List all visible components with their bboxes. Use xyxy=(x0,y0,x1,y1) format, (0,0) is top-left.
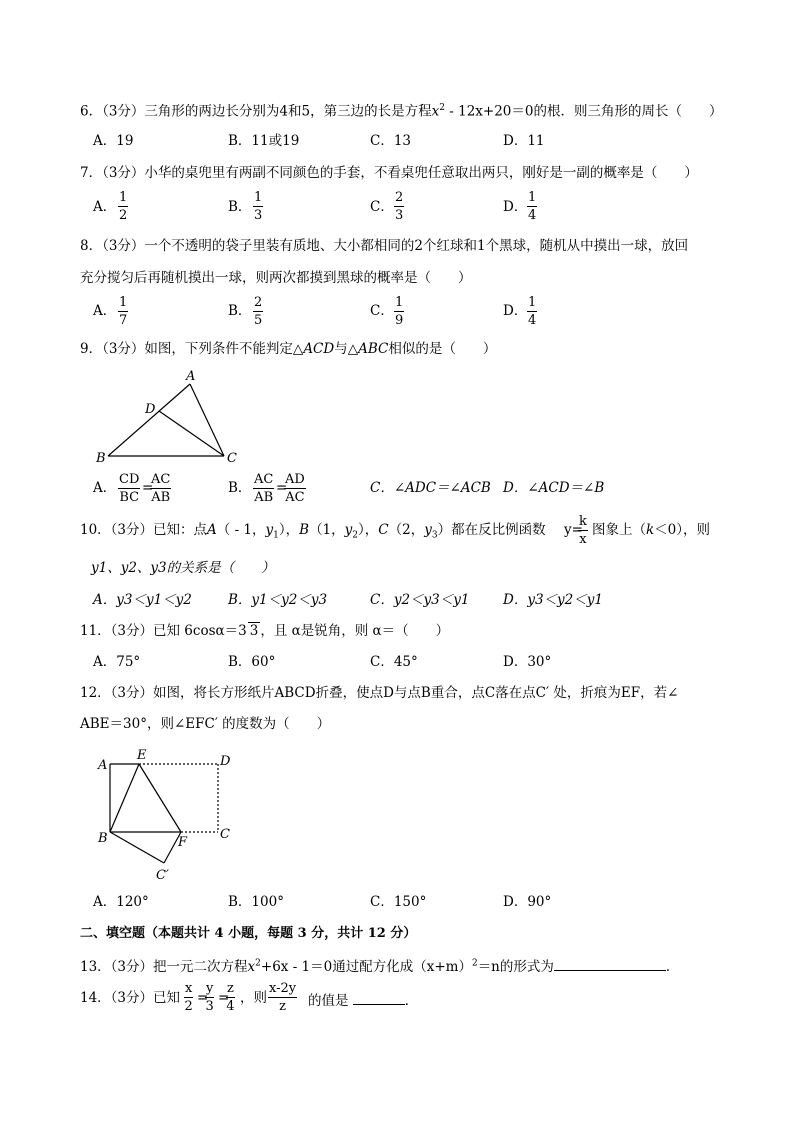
q10-option-a[interactable]: A．y3＜y1＜y2 xyxy=(93,592,192,608)
q9-option-b-label[interactable]: B． xyxy=(228,480,252,496)
q6-option-c[interactable]: C．13 xyxy=(370,133,412,149)
q7-option-c-label[interactable]: C． xyxy=(370,199,394,215)
q12-crease-ef xyxy=(139,764,181,832)
q10-stem-line2: y1、y2、y3的关系是（ ） xyxy=(91,560,275,576)
q14-stem-end: 的值是 ． xyxy=(308,993,419,1009)
q8-option-b-fraction: $\frac{2}{5}$ xyxy=(254,295,263,328)
q6-option-d[interactable]: D．11 xyxy=(503,133,545,149)
q12-segment-bc2 xyxy=(110,832,164,863)
q9-label-a: A xyxy=(186,369,196,384)
q9-stem: 9．（3分）如图，下列条件不能判定△ACD与△ABC相似的是（ ） xyxy=(80,341,497,357)
q12-fold-figure xyxy=(92,748,242,883)
q8-option-a-fraction: $\frac{1}{7}$ xyxy=(119,295,128,328)
q7-option-d-label[interactable]: D． xyxy=(503,199,528,215)
section-fill-in-blank-heading: 二、填空题（本题共计 4 小题，每题 3 分，共计 12 分） xyxy=(80,926,417,941)
q9-label-c: C xyxy=(227,451,237,466)
q9-option-b-fraction-2: $\frac{AD}{AC}$ xyxy=(285,472,305,505)
q7-option-a-label[interactable]: A． xyxy=(93,199,117,215)
q9-option-a-fraction-2: $\frac{AC}{AB}$ xyxy=(151,472,171,505)
q8-stem-line1: 8．（3分）一个不透明的袋子里装有质地、大小都相同的2个红球和1个黑球，随机从中摸出一球，放回 xyxy=(80,238,689,254)
q11-stem: 11．（3分）已知 6cosα＝3 3 ，且 α是锐角，则 α＝（ ） xyxy=(80,623,450,639)
q12-label-e: E xyxy=(137,748,147,763)
q13-answer-blank[interactable] xyxy=(554,958,666,971)
q7-option-a-fraction: $\frac{1}{2}$ xyxy=(119,190,128,223)
q9-label-d: D xyxy=(145,402,156,417)
q14-fraction-z4: $\frac{z}{4}$ xyxy=(226,981,235,1014)
q14-stem-mid: ，则 xyxy=(240,990,267,1006)
q10-stem: 10．（3分）已知：点A（ - 1，$y_1$），B（1，$y_2$），C（2，$y_3$）都在反比例函数 xyxy=(80,522,546,541)
q10-function-y: y= xyxy=(564,522,583,538)
q11-option-c[interactable]: C．45° xyxy=(370,654,418,670)
q12-label-b: B xyxy=(98,831,108,846)
q7-option-c-fraction: $\frac{2}{3}$ xyxy=(395,190,404,223)
q14-answer-blank[interactable] xyxy=(353,992,405,1005)
q10-function-fraction: $\frac{k}{x}$ xyxy=(579,514,587,547)
q14-fraction-x2: $\frac{x}{2}$ xyxy=(184,981,193,1014)
q12-option-a[interactable]: A．120° xyxy=(93,894,149,910)
q12-label-d: D xyxy=(220,754,231,769)
q12-option-d[interactable]: D．90° xyxy=(503,894,552,910)
q11-option-b[interactable]: B．60° xyxy=(228,654,276,670)
q10-option-d[interactable]: D．y3＜y2＜y1 xyxy=(503,592,603,608)
q9-option-a-fraction-1: $\frac{CD}{BC}$ xyxy=(119,472,140,505)
q12-label-c: C xyxy=(220,827,230,842)
q7-option-d-fraction: $\frac{1}{4}$ xyxy=(528,190,537,223)
q10-stem-tail: 图象上（k＜0），则 xyxy=(592,522,711,538)
q14-equals-2: = xyxy=(218,990,230,1006)
q8-option-d-label[interactable]: D． xyxy=(503,303,528,319)
q7-option-b-fraction: $\frac{1}{3}$ xyxy=(254,190,263,223)
q14-equals-1: = xyxy=(197,990,209,1006)
q9-segment-cd xyxy=(159,411,224,456)
q12-stem-line1: 12．（3分）如图，将长方形纸片ABCD折叠，使点D与点B重合，点C落在点C′ 处，折痕为EF，若∠ xyxy=(80,685,679,701)
q14-stem-start: 14．（3分）已知 xyxy=(80,990,181,1006)
q12-stem-line2: ABE＝30°，则∠EFC′ 的度数为（ ） xyxy=(80,716,331,732)
q9-triangle-figure xyxy=(90,368,250,468)
q9-option-a-equals: = xyxy=(142,480,154,496)
q9-option-a-label[interactable]: A． xyxy=(93,480,117,496)
q8-option-c-fraction: $\frac{1}{9}$ xyxy=(395,295,404,328)
q6-option-a[interactable]: A．19 xyxy=(93,133,134,149)
q9-side-ac xyxy=(190,384,224,456)
q14-fraction-expression: $\frac{x-2y}{z}$ xyxy=(269,981,297,1014)
q9-option-b-equals: = xyxy=(276,480,288,496)
q11-sqrt: 3 xyxy=(249,623,259,639)
q12-option-b[interactable]: B．100° xyxy=(228,894,284,910)
q11-option-d[interactable]: D．30° xyxy=(503,654,552,670)
q9-option-c[interactable]: C．∠ADC＝∠ACB xyxy=(370,480,491,496)
q6-stem: 6．（3分）三角形的两边长分别为4和5，第三边的长是方程$x^2 - 12x+20=0$的根．则三角形的周长（ ） xyxy=(80,103,723,120)
q9-label-b: B xyxy=(96,451,106,466)
q8-option-c-label[interactable]: C． xyxy=(370,303,394,319)
q8-stem-line2: 充分搅匀后再随机摸出一球，则两次都摸到黑球的概率是（ ） xyxy=(80,270,472,286)
q12-label-f: F xyxy=(178,835,188,850)
q12-label-c-prime: C′ xyxy=(156,868,169,883)
q7-option-b-label[interactable]: B． xyxy=(228,199,252,215)
q9-option-b-fraction-1: $\frac{AC}{AB}$ xyxy=(254,472,274,505)
q8-option-a-label[interactable]: A． xyxy=(93,303,117,319)
q14-fraction-y3: $\frac{y}{3}$ xyxy=(205,981,214,1014)
q11-option-a[interactable]: A．75° xyxy=(93,654,141,670)
q12-label-a: A xyxy=(98,758,108,773)
q8-option-b-label[interactable]: B． xyxy=(228,303,252,319)
q12-option-c[interactable]: C．150° xyxy=(370,894,427,910)
q9-side-ab xyxy=(108,384,190,456)
q8-option-d-fraction: $\frac{1}{4}$ xyxy=(528,295,537,328)
q6-option-b[interactable]: B．11或19 xyxy=(228,133,300,149)
q7-stem: 7．（3分）小华的桌兜里有两副不同颜色的手套，不看桌兜任意取出两只，刚好是一副的概率是（ ） xyxy=(80,165,698,181)
q13-stem: 13．（3分）把一元二次方程$x^2+6x - 1=0$通过配方化成$(x+m)^2=n$的形式为 ． xyxy=(80,958,680,975)
q12-segment-be xyxy=(110,764,139,832)
q10-option-c[interactable]: C．y2＜y3＜y1 xyxy=(370,592,470,608)
q10-option-b[interactable]: B．y1＜y2＜y3 xyxy=(228,592,328,608)
q9-option-d[interactable]: D．∠ACD＝∠B xyxy=(503,480,605,496)
